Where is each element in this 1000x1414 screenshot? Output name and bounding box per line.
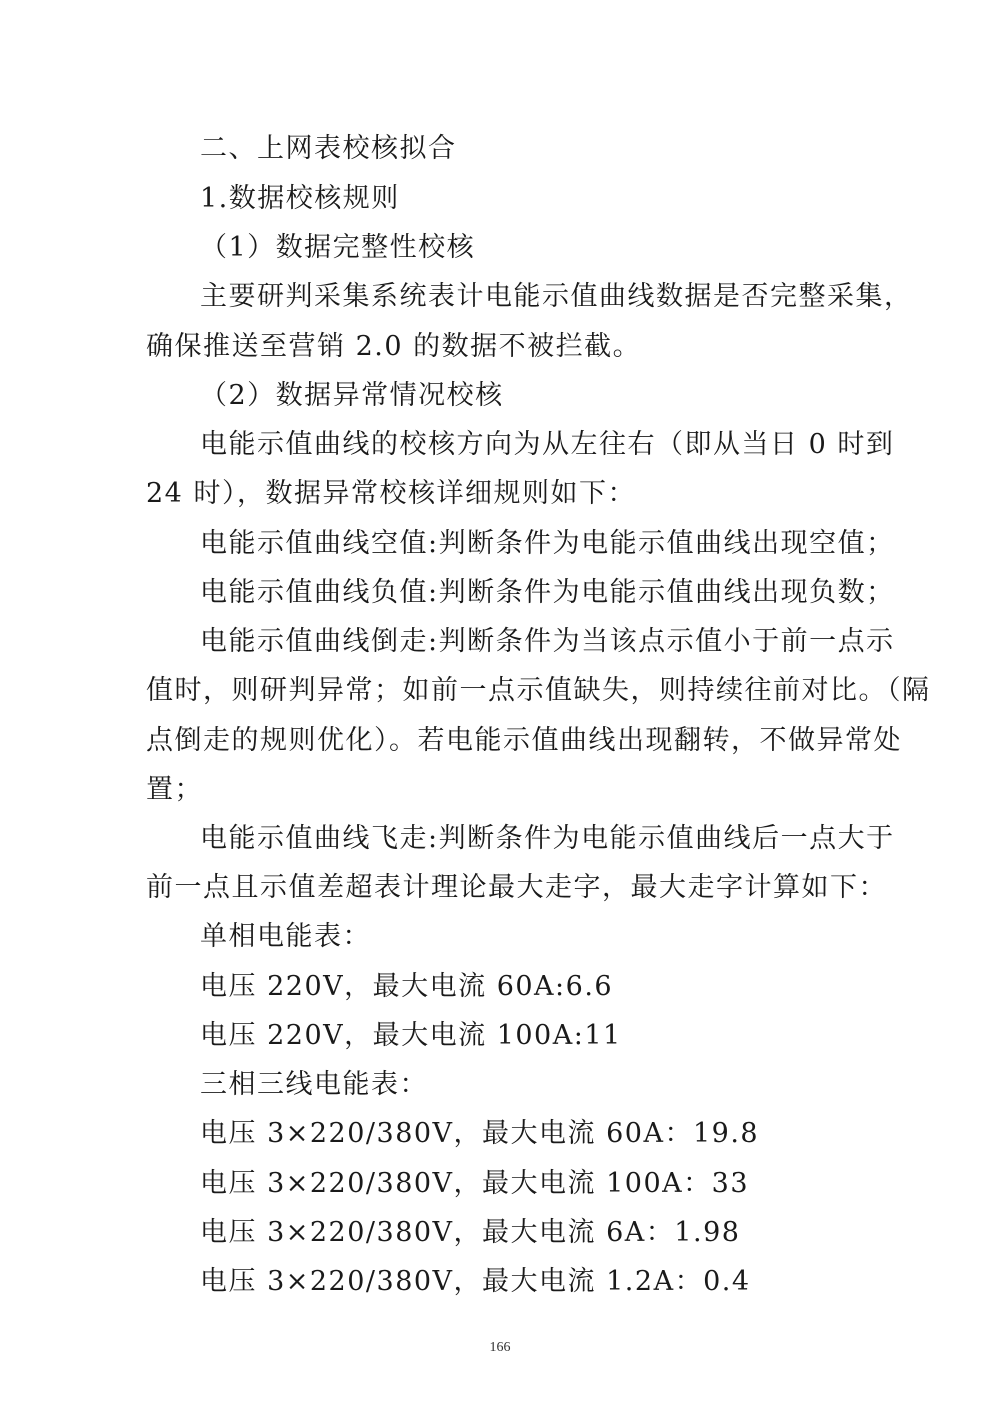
spec-line: 电压 3×220/380V，最大电流 60A：19.8 — [200, 1118, 760, 1149]
paragraph-line: 值时，则研判异常；如前一点示值缺失，则持续往前对比。（隔 — [146, 675, 931, 706]
three-phase-heading: 三相三线电能表： — [200, 1069, 428, 1100]
section-heading: 二、上网表校核拟合 — [200, 133, 457, 164]
rule-reverse: 电能示值曲线倒走:判断条件为当该点示值小于前一点示 — [200, 626, 895, 657]
paragraph-line: 24 时），数据异常校核详细规则如下： — [146, 478, 636, 509]
spec-line: 电压 3×220/380V，最大电流 100A：33 — [200, 1168, 750, 1199]
paragraph-line: 主要研判采集系统表计电能示值曲线数据是否完整采集， — [200, 281, 913, 312]
rule-empty-value: 电能示值曲线空值:判断条件为电能示值曲线出现空值； — [200, 528, 895, 559]
spec-line: 电压 3×220/380V，最大电流 6A：1.98 — [200, 1217, 741, 1248]
rule-fly: 电能示值曲线飞走:判断条件为电能示值曲线后一点大于 — [200, 823, 895, 854]
page-number: 166 — [489, 1340, 511, 1355]
spec-line: 电压 220V，最大电流 60A:6.6 — [200, 971, 614, 1002]
rule-negative-value: 电能示值曲线负值:判断条件为电能示值曲线出现负数； — [200, 577, 895, 608]
single-phase-heading: 单相电能表： — [200, 921, 371, 952]
spec-line: 电压 3×220/380V，最大电流 1.2A：0.4 — [200, 1266, 751, 1297]
paragraph-line: 电能示值曲线的校核方向为从左往右（即从当日 0 时到 — [200, 429, 895, 460]
paragraph-line: 点倒走的规则优化）。若电能示值曲线出现翻转，不做异常处 — [146, 725, 902, 756]
paragraph-line: 置； — [146, 774, 203, 805]
subsection-heading: 1.数据校核规则 — [200, 183, 400, 214]
item-heading-completeness: （1）数据完整性校核 — [200, 232, 476, 263]
paragraph-line: 前一点且示值差超表计理论最大走字，最大走字计算如下： — [146, 872, 887, 903]
spec-line: 电压 220V，最大电流 100A:11 — [200, 1020, 622, 1051]
item-heading-anomaly: （2）数据异常情况校核 — [200, 380, 504, 411]
paragraph-line: 确保推送至营销 2.0 的数据不被拦截。 — [146, 331, 642, 362]
